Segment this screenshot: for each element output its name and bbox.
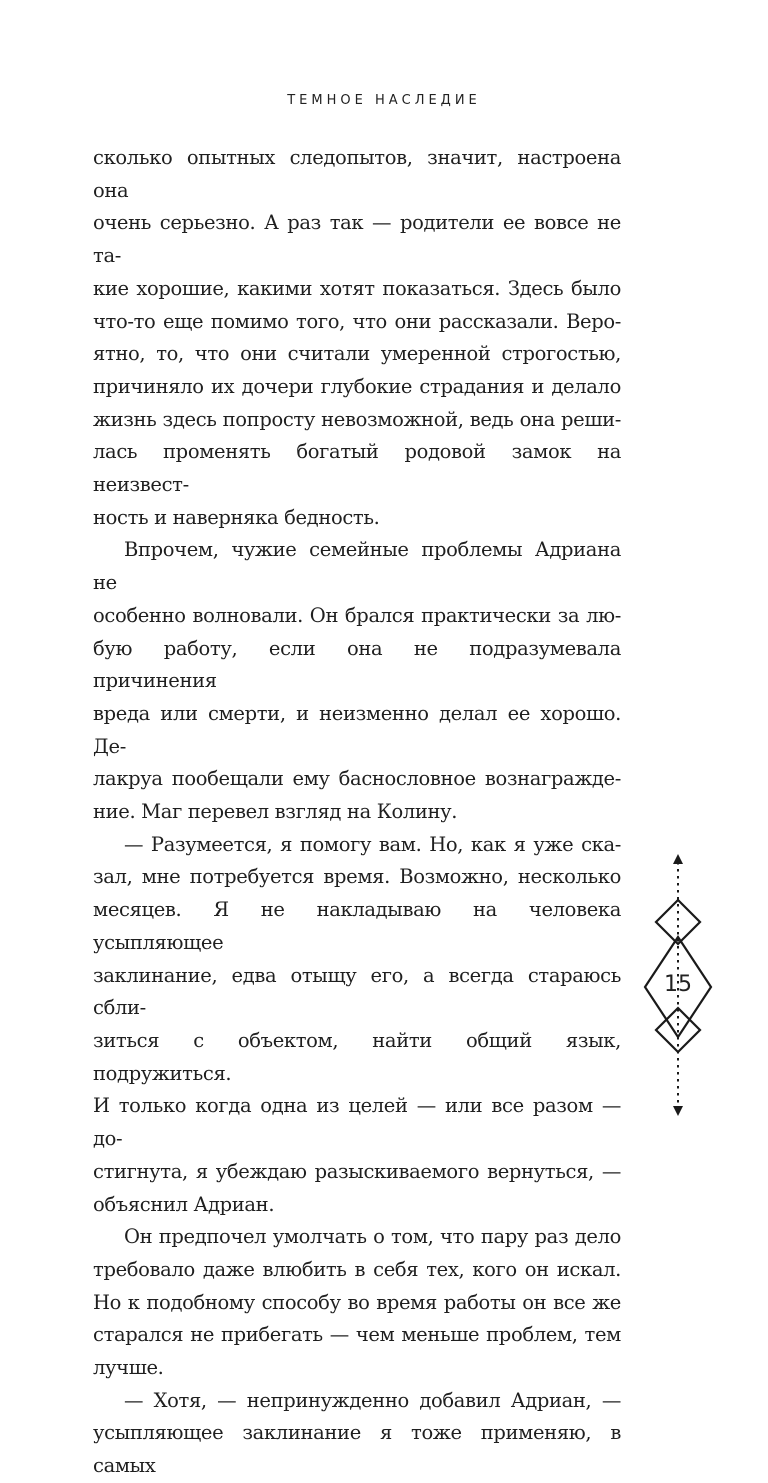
text-line: старался не прибегать — чем меньше проблем, тем: [93, 1323, 621, 1347]
page-number: 15: [664, 972, 692, 997]
text-line: очень серьезно. А раз так — родители ее вовсе не та-: [93, 211, 621, 268]
paragraph: [93, 829, 621, 1221]
text-line: ность и наверняка бедность.: [93, 505, 380, 529]
text-line: причиняло их дочери глубокие страдания и делало: [93, 374, 621, 398]
text-line: месяцев. Я не накладываю на человека усыпляющее: [93, 898, 621, 954]
paragraph: [93, 534, 621, 828]
text-line: зал, мне потребуется время. Возможно, несколько: [93, 865, 621, 889]
text-line: Он предпочел умолчать о том, что пару раз дело: [124, 1225, 621, 1249]
text-line: требовало даже влюбить в себя тех, кого он искал.: [93, 1257, 621, 1281]
text-line: ние. Маг перевел взгляд на Колину.: [93, 800, 458, 824]
text-line: жизнь здесь попросту невозможной, ведь она реши-: [93, 407, 621, 431]
text-line: зиться с объектом, найти общий язык, подружиться.: [93, 1028, 621, 1085]
text-line: объяснил Адриан.: [93, 1192, 275, 1216]
paragraph: [93, 142, 621, 534]
text-line: лась променять богатый родовой замок на неизвест-: [93, 440, 621, 497]
text-line: ятно, то, что они считали умеренной строгостью,: [93, 342, 621, 366]
text-line: лучше.: [93, 1356, 164, 1380]
paragraph: [93, 1221, 621, 1385]
text-line: бую работу, если она не подразумевала причинения: [93, 636, 621, 693]
paragraph: [93, 1385, 621, 1483]
text-line: — Разумеется, я помогу вам. Но, как я уже ска-: [124, 832, 621, 856]
text-line: заклинание, едва отыщу его, а всегда стараюсь сбли-: [93, 963, 621, 1020]
body-text: [93, 142, 621, 1483]
text-line: что-то еще помимо того, что они рассказали. Веро-: [93, 309, 621, 333]
text-line: Но к подобному способу во время работы он все же: [93, 1290, 621, 1314]
text-line: стигнута, я убеждаю разыскиваемого вернуться, —: [93, 1159, 621, 1183]
text-line: вреда или смерти, и неизменно делал ее хорошо. Де-: [93, 701, 621, 758]
text-line: кие хорошие, какими хотят показаться. Здесь было: [93, 276, 621, 300]
text-line: особенно волновали. Он брался практически за лю-: [93, 603, 621, 627]
text-line: — Хотя, — непринужденно добавил Адриан, —: [124, 1388, 621, 1412]
text-line: сколько опытных следопытов, значит, настроена она: [93, 146, 621, 202]
text-line: И только когда одна из целей — или все разом — до-: [93, 1094, 621, 1151]
text-line: лакруа пообещали ему баснословное вознагражде-: [93, 767, 621, 791]
text-line: усыпляющее заклинание я тоже применяю, в самых: [93, 1421, 621, 1478]
running-header: ТЕМНОЕ НАСЛЕДИЕ: [287, 93, 481, 108]
text-line: Впрочем, чужие семейные проблемы Адриана не: [93, 538, 621, 595]
